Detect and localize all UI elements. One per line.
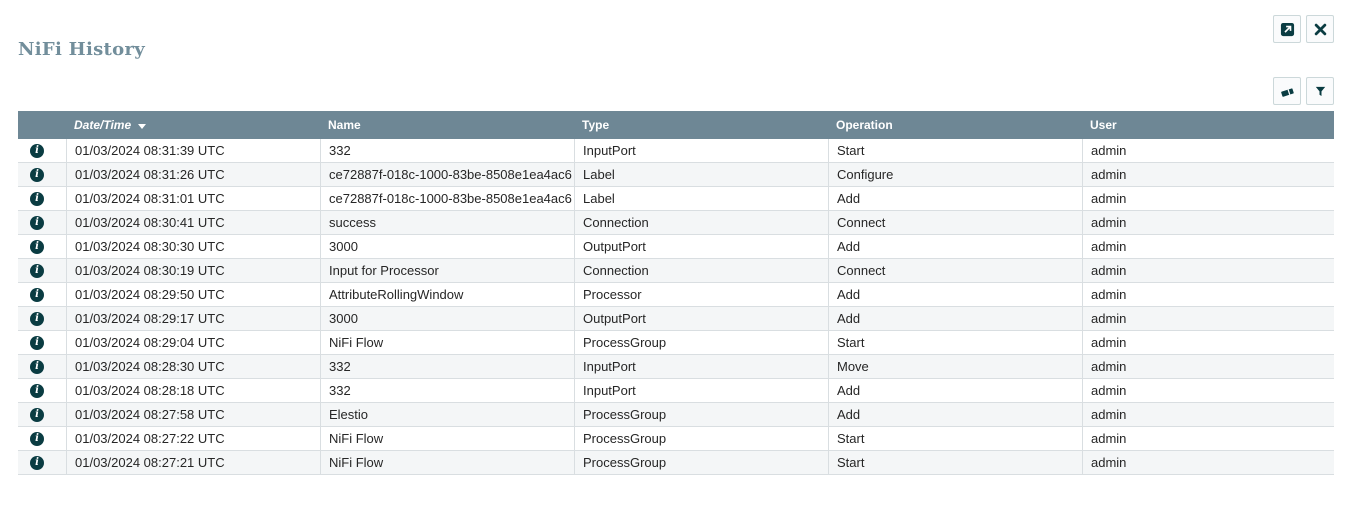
row-info-icon[interactable] [30, 360, 44, 374]
cell-datetime: 01/03/2024 08:31:01 UTC [66, 187, 320, 210]
cell-datetime: 01/03/2024 08:27:58 UTC [66, 403, 320, 426]
table-row [18, 283, 1334, 307]
cell-operation: Connect [828, 259, 1082, 282]
row-info-icon[interactable] [30, 216, 44, 230]
filter-button[interactable] [1306, 77, 1334, 105]
cell-type: Connection [574, 259, 828, 282]
eraser-icon [1280, 84, 1295, 99]
cell-datetime: 01/03/2024 08:30:30 UTC [66, 235, 320, 258]
cell-info [18, 235, 66, 258]
cell-datetime: 01/03/2024 08:29:17 UTC [66, 307, 320, 330]
row-info-icon[interactable] [30, 408, 44, 422]
row-info-icon[interactable] [30, 144, 44, 158]
cell-info [18, 307, 66, 330]
cell-user: admin [1082, 307, 1334, 330]
history-table [18, 111, 1334, 475]
table-row [18, 379, 1334, 403]
cell-info [18, 187, 66, 210]
cell-name: NiFi Flow [320, 451, 574, 474]
table-row [18, 331, 1334, 355]
page-title: NiFi History [18, 39, 146, 60]
cell-user: admin [1082, 403, 1334, 426]
cell-name: NiFi Flow [320, 331, 574, 354]
cell-type: ProcessGroup [574, 451, 828, 474]
table-row [18, 139, 1334, 163]
table-row [18, 307, 1334, 331]
cell-name: 332 [320, 379, 574, 402]
cell-operation: Move [828, 355, 1082, 378]
cell-name: 3000 [320, 235, 574, 258]
cell-info [18, 283, 66, 306]
row-info-icon[interactable] [30, 432, 44, 446]
window-actions [1273, 15, 1334, 43]
cell-type: OutputPort [574, 307, 828, 330]
row-info-icon[interactable] [30, 192, 44, 206]
cell-type: ProcessGroup [574, 331, 828, 354]
cell-name: Input for Processor [320, 259, 574, 282]
row-info-icon[interactable] [30, 288, 44, 302]
cell-user: admin [1082, 211, 1334, 234]
cell-info [18, 259, 66, 282]
cell-datetime: 01/03/2024 08:28:18 UTC [66, 379, 320, 402]
cell-name: NiFi Flow [320, 427, 574, 450]
cell-operation: Add [828, 403, 1082, 426]
cell-datetime: 01/03/2024 08:30:19 UTC [66, 259, 320, 282]
row-info-icon[interactable] [30, 264, 44, 278]
clear-history-button[interactable] [1273, 77, 1301, 105]
header-operation[interactable]: Operation [836, 118, 893, 132]
cell-type: InputPort [574, 139, 828, 162]
cell-user: admin [1082, 235, 1334, 258]
cell-info [18, 163, 66, 186]
row-info-icon[interactable] [30, 336, 44, 350]
cell-operation: Add [828, 235, 1082, 258]
cell-user: admin [1082, 187, 1334, 210]
cell-user: admin [1082, 451, 1334, 474]
close-icon [1313, 22, 1328, 37]
cell-operation: Connect [828, 211, 1082, 234]
cell-operation: Configure [828, 163, 1082, 186]
cell-user: admin [1082, 139, 1334, 162]
row-info-icon[interactable] [30, 456, 44, 470]
cell-type: InputPort [574, 379, 828, 402]
close-button[interactable] [1306, 15, 1334, 43]
table-row [18, 163, 1334, 187]
cell-datetime: 01/03/2024 08:28:30 UTC [66, 355, 320, 378]
table-row [18, 427, 1334, 451]
cell-name: success [320, 211, 574, 234]
row-info-icon[interactable] [30, 168, 44, 182]
cell-user: admin [1082, 283, 1334, 306]
cell-info [18, 451, 66, 474]
cell-user: admin [1082, 427, 1334, 450]
cell-operation: Start [828, 139, 1082, 162]
cell-datetime: 01/03/2024 08:30:41 UTC [66, 211, 320, 234]
cell-name: ce72887f-018c-1000-83be-8508e1ea4ac6 [320, 163, 574, 186]
row-info-icon[interactable] [30, 312, 44, 326]
cell-type: ProcessGroup [574, 403, 828, 426]
table-row [18, 187, 1334, 211]
cell-user: admin [1082, 331, 1334, 354]
cell-user: admin [1082, 379, 1334, 402]
cell-operation: Start [828, 331, 1082, 354]
cell-type: Connection [574, 211, 828, 234]
header-datetime-label: Date/Time [74, 118, 132, 132]
table-row [18, 259, 1334, 283]
history-toolbar [1273, 77, 1334, 105]
sort-caret-down-icon [138, 124, 146, 129]
filter-icon [1313, 84, 1328, 99]
cell-info [18, 427, 66, 450]
cell-type: InputPort [574, 355, 828, 378]
cell-info [18, 139, 66, 162]
cell-datetime: 01/03/2024 08:29:50 UTC [66, 283, 320, 306]
cell-datetime: 01/03/2024 08:31:39 UTC [66, 139, 320, 162]
cell-datetime: 01/03/2024 08:27:22 UTC [66, 427, 320, 450]
cell-operation: Add [828, 187, 1082, 210]
cell-operation: Start [828, 451, 1082, 474]
popout-button[interactable] [1273, 15, 1301, 43]
cell-info [18, 331, 66, 354]
cell-operation: Add [828, 307, 1082, 330]
cell-user: admin [1082, 259, 1334, 282]
cell-name: 3000 [320, 307, 574, 330]
cell-type: Label [574, 187, 828, 210]
popout-icon [1280, 22, 1295, 37]
row-info-icon[interactable] [30, 240, 44, 254]
header-datetime[interactable] [66, 118, 320, 132]
header-type[interactable]: Type [582, 118, 610, 132]
table-row [18, 451, 1334, 475]
cell-operation: Add [828, 283, 1082, 306]
cell-info [18, 355, 66, 378]
row-info-icon[interactable] [30, 384, 44, 398]
cell-datetime: 01/03/2024 08:31:26 UTC [66, 163, 320, 186]
cell-user: admin [1082, 355, 1334, 378]
table-header-row [18, 111, 1334, 139]
header-name[interactable]: Name [328, 118, 361, 132]
cell-type: Label [574, 163, 828, 186]
cell-info [18, 211, 66, 234]
cell-datetime: 01/03/2024 08:27:21 UTC [66, 451, 320, 474]
cell-name: ce72887f-018c-1000-83be-8508e1ea4ac6 [320, 187, 574, 210]
cell-name: AttributeRollingWindow [320, 283, 574, 306]
table-row [18, 211, 1334, 235]
cell-type: Processor [574, 283, 828, 306]
cell-info [18, 403, 66, 426]
cell-operation: Start [828, 427, 1082, 450]
cell-operation: Add [828, 379, 1082, 402]
cell-name: 332 [320, 139, 574, 162]
table-row [18, 403, 1334, 427]
table-row [18, 355, 1334, 379]
cell-user: admin [1082, 163, 1334, 186]
cell-info [18, 379, 66, 402]
cell-name: 332 [320, 355, 574, 378]
table-body [18, 139, 1334, 475]
cell-type: OutputPort [574, 235, 828, 258]
header-user[interactable]: User [1090, 118, 1117, 132]
table-row [18, 235, 1334, 259]
cell-type: ProcessGroup [574, 427, 828, 450]
cell-datetime: 01/03/2024 08:29:04 UTC [66, 331, 320, 354]
cell-name: Elestio [320, 403, 574, 426]
